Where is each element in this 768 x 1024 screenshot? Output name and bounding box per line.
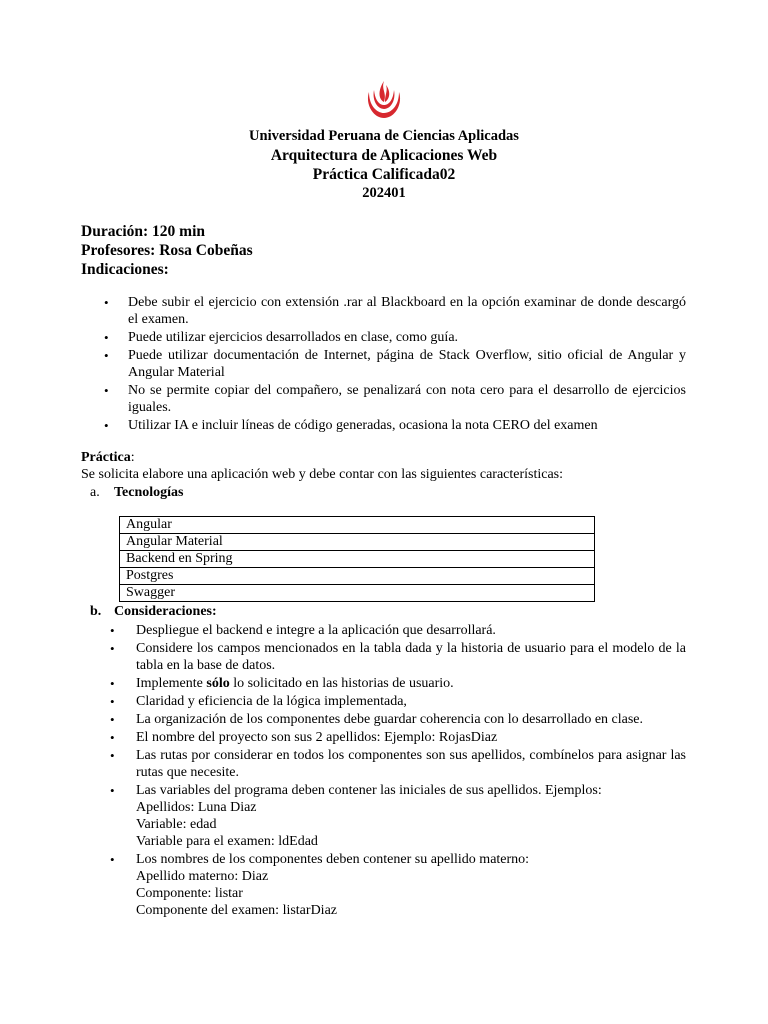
instructions-heading: Indicaciones: [81, 261, 169, 278]
section-b-marker: b. [90, 604, 102, 619]
instructions-list [128, 294, 686, 435]
list-item [136, 782, 686, 850]
section-a-title: Tecnologías [114, 485, 184, 500]
c8-text: • Las variables del programa deben contener las iniciales de sus apellidos. Ejemplos: [136, 783, 602, 798]
list-item [136, 851, 686, 919]
c8-example-1: Apellidos: Luna Diaz [136, 800, 257, 815]
list-item: • Considere los campos mencionados en la tabla dada y la historia de usuario para el modelo de la tabla en la base de datos. [136, 640, 686, 674]
professors: Profesores: Rosa Cobeñas [81, 242, 253, 259]
c8-example-2: Variable: edad [136, 817, 217, 832]
c8-example-3: Variable para el examen: ldEdad [136, 834, 318, 849]
section-a-heading [90, 484, 184, 501]
table-cell: Postgres [120, 568, 595, 585]
exam-meta [81, 222, 253, 279]
list-item: • Puede utilizar ejercicios desarrollados en clase, como guía. [128, 329, 686, 346]
practice-label: Práctica [81, 450, 131, 465]
c9-example-2: Componente: listar [136, 886, 243, 901]
practice-intro: Se solicita elabore una aplicación web y debe contar con las siguientes características: [81, 467, 564, 482]
section-a-marker: a. [90, 485, 100, 500]
exam-period: 202401 [362, 185, 406, 201]
document-header [0, 127, 768, 203]
table-row [120, 568, 595, 585]
list-item [136, 675, 686, 692]
c3-bold: sólo [206, 676, 230, 691]
table-cell: Swagger [120, 585, 595, 602]
practice-colon: : [130, 450, 135, 465]
table-row [120, 551, 595, 568]
table-cell: Angular [120, 517, 595, 534]
exam-title: Práctica Calificada02 [312, 166, 456, 183]
list-item: • Las rutas por considerar en todos los componentes son sus apellidos, combínelos para asignar las rutas que necesite. [136, 747, 686, 781]
table-cell: Backend en Spring [120, 551, 595, 568]
list-item: • Despliegue el backend e integre a la aplicación que desarrollará. [136, 622, 686, 639]
considerations-list [136, 622, 686, 920]
table-row [120, 585, 595, 602]
list-item: • No se permite copiar del compañero, se penalizará con nota cero para el desarrollo de ejercicios iguales. [128, 382, 686, 416]
c9-text: • Los nombres de los componentes deben contener su apellido materno: [136, 852, 530, 867]
c3-post: lo solicitado en las historias de usuario. [229, 676, 454, 691]
practice-heading [81, 449, 563, 466]
table-row [120, 517, 595, 534]
c3-pre: Implemente [136, 676, 207, 691]
list-item: • Claridad y eficiencia de la lógica implementada, [136, 693, 686, 710]
c9-example-3: Componente del examen: listarDiaz [136, 903, 337, 918]
duration: Duración: 120 min [81, 223, 205, 240]
list-item: • El nombre del proyecto son sus 2 apellidos: Ejemplo: RojasDiaz [136, 729, 686, 746]
list-item: • Puede utilizar documentación de Internet, página de Stack Overflow, sitio oficial de Angular y Angular Material [128, 347, 686, 381]
section-b-heading [90, 603, 217, 620]
list-item: • Debe subir el ejercicio con extensión .rar al Blackboard en la opción examinar de donde descargó el examen. [128, 294, 686, 328]
section-b-title: Consideraciones: [114, 604, 217, 619]
table-cell: Angular Material [120, 534, 595, 551]
table-row [120, 534, 595, 551]
c9-example-1: Apellido materno: Diaz [136, 869, 269, 884]
university-name: Universidad Peruana de Ciencias Aplicadas [249, 128, 519, 144]
technologies-table [119, 516, 595, 602]
practice-section [81, 449, 563, 483]
list-item: • Utilizar IA e incluir líneas de código generadas, ocasiona la nota CERO del examen [128, 417, 686, 434]
course-title: Arquitectura de Aplicaciones Web [270, 147, 498, 164]
upc-logo-icon [363, 78, 405, 120]
list-item: • La organización de los componentes debe guardar coherencia con lo desarrollado en clase. [136, 711, 686, 728]
